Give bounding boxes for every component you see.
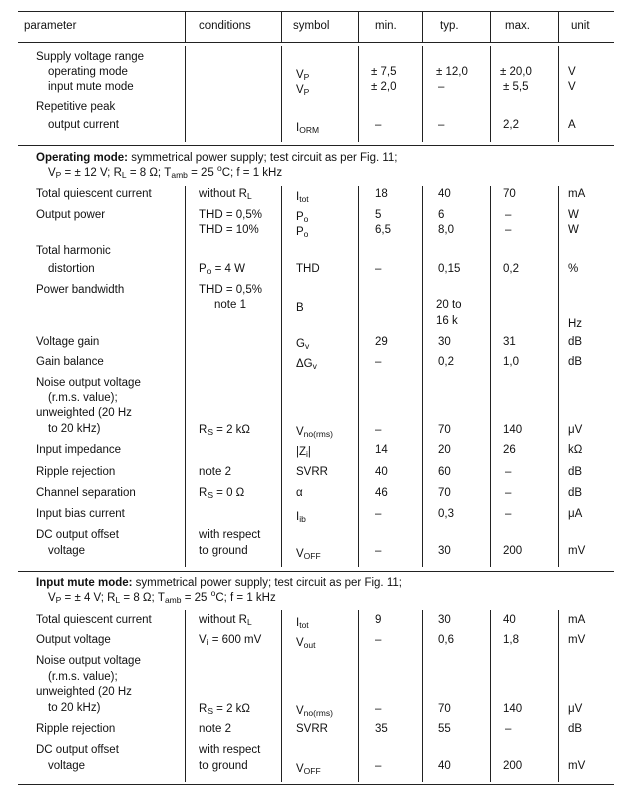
op-thd-parameter: Total harmonic bbox=[36, 245, 111, 257]
operating-section-conditions: $V_P$ = ± 12 V; $R_L = 8$ Ω; $T_{amb} = 25$ $^o$C; f = 1 kHz bbox=[48, 163, 283, 180]
mute-ov-unit: mV bbox=[568, 634, 586, 646]
op-gain-min: 29 bbox=[375, 336, 388, 348]
column-rule-max bbox=[490, 186, 491, 567]
mute-rip-min: 35 bbox=[375, 723, 388, 735]
op-rip-min: 40 bbox=[375, 466, 388, 478]
mute-tqc-max: 40 bbox=[503, 614, 516, 626]
op-power-min-2: 6,5 bbox=[375, 224, 391, 236]
op-gain-max: 31 bbox=[503, 336, 516, 348]
op-imp-parameter: Input impedance bbox=[36, 444, 122, 456]
mute-mode-symbol: $V_P$ bbox=[296, 84, 310, 97]
op-imp-min: 14 bbox=[375, 444, 388, 456]
mute-off-symbol: $V_{OFF}$ bbox=[296, 763, 321, 776]
mute-rip-unit: dB bbox=[568, 723, 583, 735]
op-off-parameter: DC output offset bbox=[36, 529, 119, 541]
op-noise-max: 140 bbox=[503, 424, 523, 436]
op-thd-min: – bbox=[375, 263, 382, 275]
op-off-unit: mV bbox=[568, 545, 586, 557]
op-thd-parameter-2: distortion bbox=[48, 263, 95, 275]
column-rule-unit bbox=[558, 610, 559, 782]
mute-off-unit: mV bbox=[568, 760, 586, 772]
header-conditions: conditions bbox=[199, 20, 251, 32]
op-thd-conditions: $P_o = 4$ W bbox=[199, 263, 245, 276]
mute-rip-symbol: SVRR bbox=[296, 723, 328, 735]
op-gbal-min: – bbox=[375, 356, 382, 368]
mute-tqc-parameter: Total quiescent current bbox=[36, 614, 152, 626]
column-rule-unit bbox=[558, 46, 559, 142]
op-bw-parameter: Power bandwidth bbox=[36, 284, 125, 296]
mute-noise-parameter-2: (r.m.s. value); bbox=[48, 671, 118, 683]
op-chs-conditions: $R_S = 0$ Ω bbox=[199, 487, 245, 500]
mute-tqc-unit: mA bbox=[568, 614, 586, 626]
op-off-typ: 30 bbox=[438, 545, 451, 557]
mute-noise-parameter-4: to 20 kHz) bbox=[48, 702, 101, 714]
op-off-min: – bbox=[375, 545, 382, 557]
op-gain-symbol: $G_v$ bbox=[296, 338, 310, 351]
supply-voltage-heading: Supply voltage range bbox=[36, 51, 145, 63]
mute-ov-parameter: Output voltage bbox=[36, 634, 111, 646]
op-tqc-parameter: Total quiescent current bbox=[36, 188, 152, 200]
mute-ov-symbol: $V_{out}$ bbox=[296, 637, 316, 650]
mute-rip-typ: 55 bbox=[438, 723, 451, 735]
header-unit: unit bbox=[571, 20, 590, 32]
op-tqc-unit: mA bbox=[568, 188, 586, 200]
op-tqc-min: 18 bbox=[375, 188, 388, 200]
operating-mode-symbol: $V_P$ bbox=[296, 69, 310, 82]
op-bw-unit: Hz bbox=[568, 318, 583, 330]
op-imp-typ: 20 bbox=[438, 444, 451, 456]
column-rule-symbol bbox=[281, 186, 282, 567]
column-rule-max bbox=[490, 610, 491, 782]
op-rip-parameter: Ripple rejection bbox=[36, 466, 116, 478]
mute-mode-max: ± 5,5 bbox=[503, 81, 529, 93]
op-noise-parameter-4: to 20 kHz) bbox=[48, 423, 101, 435]
mute-off-max: 200 bbox=[503, 760, 523, 772]
op-noise-parameter: Noise output voltage bbox=[36, 377, 141, 389]
repetitive-current-label-2: output current bbox=[48, 119, 119, 131]
mute-ov-min: – bbox=[375, 634, 382, 646]
column-rule-min bbox=[358, 46, 359, 142]
mute-mode-unit: V bbox=[568, 81, 576, 93]
op-gbal-parameter: Gain balance bbox=[36, 356, 104, 368]
mute-rip-conditions: note 2 bbox=[199, 723, 231, 735]
repetitive-current-min: – bbox=[375, 119, 382, 131]
section-divider-mute bbox=[18, 571, 614, 572]
op-power-unit-2: W bbox=[568, 224, 579, 236]
repetitive-current-label: Repetitive peak bbox=[36, 101, 116, 113]
op-bias-parameter: Input bias current bbox=[36, 508, 125, 520]
operating-mode-typ: ± 12,0 bbox=[436, 66, 468, 78]
mute-ov-typ: 0,6 bbox=[438, 634, 454, 646]
op-bw-symbol: B bbox=[296, 302, 304, 314]
op-off-cond-1: with respect bbox=[199, 529, 261, 541]
op-chs-unit: dB bbox=[568, 487, 583, 499]
op-thd-unit: % bbox=[568, 263, 579, 275]
mute-rip-parameter: Ripple rejection bbox=[36, 723, 116, 735]
op-tqc-max: 70 bbox=[503, 188, 516, 200]
op-bias-max: – bbox=[505, 508, 512, 520]
op-rip-typ: 60 bbox=[438, 466, 451, 478]
repetitive-current-unit: A bbox=[568, 119, 576, 131]
op-bw-cond-1: THD = 0,5% bbox=[199, 284, 262, 296]
op-power-max-1: – bbox=[505, 209, 512, 221]
mute-noise-max: 140 bbox=[503, 703, 523, 715]
op-bias-typ: 0,3 bbox=[438, 508, 454, 520]
section-divider-operating bbox=[18, 145, 614, 146]
mute-ov-max: 1,8 bbox=[503, 634, 519, 646]
op-power-typ-1: 6 bbox=[438, 209, 445, 221]
mute-off-cond-1: with respect bbox=[199, 744, 261, 756]
op-gain-typ: 30 bbox=[438, 336, 451, 348]
header-parameter: parameter bbox=[24, 20, 77, 32]
column-rule-symbol bbox=[281, 610, 282, 782]
mute-tqc-symbol: $I_{tot}$ bbox=[296, 617, 309, 630]
mute-noise-symbol: $V_{no(rms)}$ bbox=[296, 705, 333, 718]
op-imp-symbol: $|Z_i|$ bbox=[296, 446, 311, 459]
column-rule-typ bbox=[422, 610, 423, 782]
op-bias-symbol: $I_{ib}$ bbox=[296, 511, 306, 524]
mute-noise-typ: 70 bbox=[438, 703, 451, 715]
op-chs-parameter: Channel separation bbox=[36, 487, 136, 499]
op-power-cond-2: THD = 10% bbox=[199, 224, 259, 236]
op-noise-symbol: $V_{no(rms)}$ bbox=[296, 426, 333, 439]
column-rule-typ bbox=[422, 46, 423, 142]
op-gbal-symbol: $\Delta G_v$ bbox=[296, 358, 317, 371]
table-header-rule bbox=[18, 42, 614, 43]
op-bw-typ-2: 16 k bbox=[436, 315, 458, 327]
header-symbol: symbol bbox=[293, 20, 330, 32]
op-rip-unit: dB bbox=[568, 466, 583, 478]
header-typ: typ. bbox=[440, 20, 459, 32]
mute-noise-min: – bbox=[375, 703, 382, 715]
op-thd-typ: 0,15 bbox=[438, 263, 461, 275]
column-rule-symbol bbox=[281, 46, 282, 142]
column-rule-typ bbox=[422, 186, 423, 567]
mute-section-conditions: $V_P$ = ± 4 V; $R_L = 8$ Ω; $T_{amb} = 25$ $^o$C; f = 1 kHz bbox=[48, 588, 276, 605]
op-off-parameter-2: voltage bbox=[48, 545, 86, 557]
header-min: min. bbox=[375, 20, 397, 32]
column-rule-conditions bbox=[185, 12, 186, 42]
op-rip-conditions: note 2 bbox=[199, 466, 231, 478]
op-power-max-2: – bbox=[505, 224, 512, 236]
op-chs-typ: 70 bbox=[438, 487, 451, 499]
mute-off-parameter: DC output offset bbox=[36, 744, 119, 756]
op-gbal-typ: 0,2 bbox=[438, 356, 454, 368]
op-gain-unit: dB bbox=[568, 336, 583, 348]
op-bw-typ-1: 20 to bbox=[436, 299, 462, 311]
op-chs-symbol: α bbox=[296, 487, 303, 499]
op-power-cond-1: THD = 0,5% bbox=[199, 209, 262, 221]
op-tqc-conditions: without $R_L$ bbox=[199, 188, 252, 201]
mute-noise-unit: μV bbox=[568, 703, 583, 715]
repetitive-current-typ: – bbox=[438, 119, 445, 131]
op-thd-symbol: THD bbox=[296, 263, 320, 275]
column-rule-symbol bbox=[281, 12, 282, 42]
mute-section-title: Input mute mode: symmetrical power supply; test circuit as per Fig. 11; bbox=[36, 577, 402, 589]
op-noise-typ: 70 bbox=[438, 424, 451, 436]
op-imp-unit: kΩ bbox=[568, 444, 583, 456]
mute-off-parameter-2: voltage bbox=[48, 760, 86, 772]
column-rule-min bbox=[358, 186, 359, 567]
column-rule-conditions bbox=[185, 610, 186, 782]
mute-mode-typ: – bbox=[438, 81, 445, 93]
operating-mode-min: ± 7,5 bbox=[371, 66, 397, 78]
op-noise-parameter-3: unweighted (20 Hz bbox=[36, 407, 132, 419]
mute-rip-max: – bbox=[505, 723, 512, 735]
operating-mode-max: ± 20,0 bbox=[500, 66, 532, 78]
mute-ov-conditions: $V_i = 600$ mV bbox=[199, 634, 262, 647]
mute-tqc-min: 9 bbox=[375, 614, 382, 626]
op-power-parameter: Output power bbox=[36, 209, 106, 221]
column-rule-typ bbox=[422, 12, 423, 42]
op-bw-cond-2: note 1 bbox=[214, 299, 246, 311]
op-power-symbol-1: $P_o$ bbox=[296, 211, 309, 224]
op-rip-max: – bbox=[505, 466, 512, 478]
operating-mode-label: operating mode bbox=[48, 66, 128, 78]
table-top-rule bbox=[18, 11, 614, 12]
op-off-symbol: $V_{OFF}$ bbox=[296, 548, 321, 561]
mute-off-cond-2: to ground bbox=[199, 760, 248, 772]
mute-noise-parameter-3: unweighted (20 Hz bbox=[36, 686, 132, 698]
op-bias-min: – bbox=[375, 508, 382, 520]
op-noise-conditions: $R_S = 2$ kΩ bbox=[199, 424, 251, 437]
column-rule-max bbox=[490, 46, 491, 142]
op-noise-unit: μV bbox=[568, 424, 583, 436]
op-noise-min: – bbox=[375, 424, 382, 436]
op-power-symbol-2: $P_o$ bbox=[296, 226, 309, 239]
mute-noise-conditions: $R_S = 2$ kΩ bbox=[199, 703, 251, 716]
op-imp-max: 26 bbox=[503, 444, 516, 456]
op-noise-parameter-2: (r.m.s. value); bbox=[48, 392, 118, 404]
op-bias-unit: μA bbox=[568, 508, 583, 520]
op-thd-max: 0,2 bbox=[503, 263, 519, 275]
op-power-min-1: 5 bbox=[375, 209, 382, 221]
op-tqc-typ: 40 bbox=[438, 188, 451, 200]
table-bottom-rule bbox=[18, 784, 614, 785]
column-rule-conditions bbox=[185, 46, 186, 142]
column-rule-min bbox=[358, 610, 359, 782]
op-chs-max: – bbox=[505, 487, 512, 499]
mute-tqc-typ: 30 bbox=[438, 614, 451, 626]
op-off-cond-2: to ground bbox=[199, 545, 248, 557]
mute-tqc-conditions: without $R_L$ bbox=[199, 614, 252, 627]
op-off-max: 200 bbox=[503, 545, 523, 557]
repetitive-current-symbol: $I_{ORM}$ bbox=[296, 122, 320, 135]
op-tqc-symbol: $I_{tot}$ bbox=[296, 191, 309, 204]
op-rip-symbol: SVRR bbox=[296, 466, 328, 478]
mute-off-typ: 40 bbox=[438, 760, 451, 772]
column-rule-unit bbox=[558, 186, 559, 567]
op-gain-parameter: Voltage gain bbox=[36, 336, 100, 348]
column-rule-conditions bbox=[185, 186, 186, 567]
column-rule-max bbox=[490, 12, 491, 42]
mute-mode-label: input mute mode bbox=[48, 81, 134, 93]
repetitive-current-max: 2,2 bbox=[503, 119, 519, 131]
header-max: max. bbox=[505, 20, 530, 32]
mute-off-min: – bbox=[375, 760, 382, 772]
op-power-typ-2: 8,0 bbox=[438, 224, 454, 236]
op-power-unit-1: W bbox=[568, 209, 579, 221]
column-rule-min bbox=[358, 12, 359, 42]
op-gbal-unit: dB bbox=[568, 356, 583, 368]
mute-noise-parameter: Noise output voltage bbox=[36, 655, 141, 667]
operating-mode-unit: V bbox=[568, 66, 576, 78]
op-chs-min: 46 bbox=[375, 487, 388, 499]
mute-mode-min: ± 2,0 bbox=[371, 81, 397, 93]
operating-section-title: Operating mode: symmetrical power supply; test circuit as per Fig. 11; bbox=[36, 152, 398, 164]
op-gbal-max: 1,0 bbox=[503, 356, 519, 368]
column-rule-unit bbox=[558, 12, 559, 42]
